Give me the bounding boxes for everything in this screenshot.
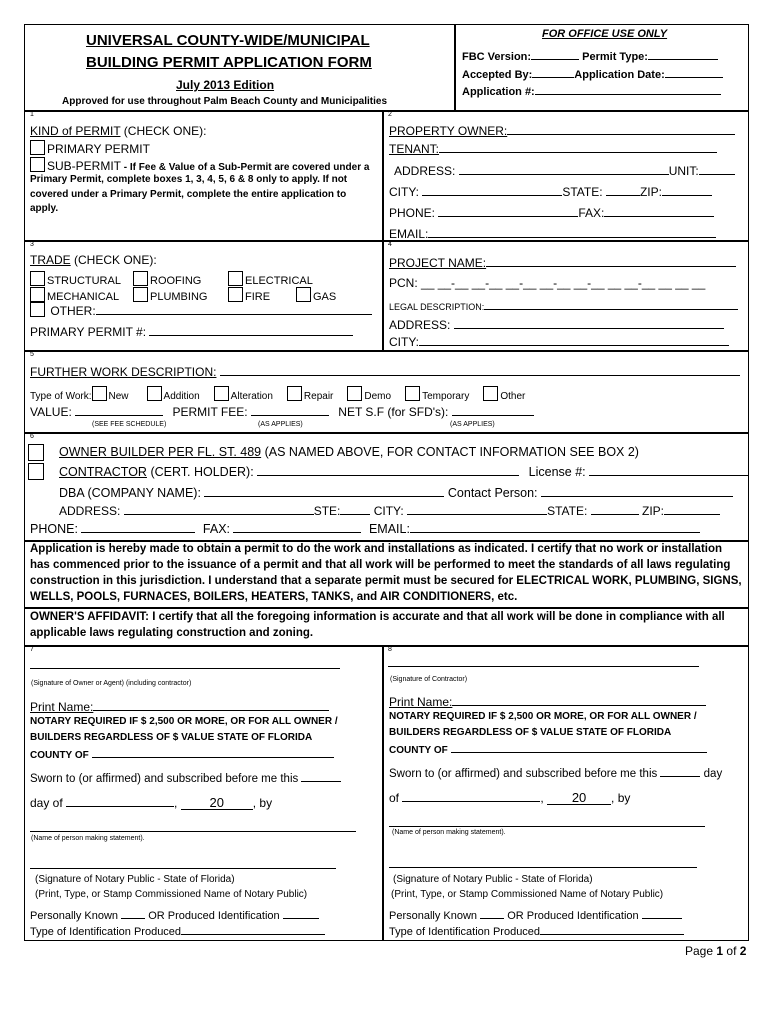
work-repair-checkbox[interactable] [287,386,302,401]
legal-description-label: LEGAL DESCRIPTION: [389,302,485,312]
contractor-known-row [389,908,682,922]
owner-fax-label: FAX: [578,206,605,220]
contractor-year-field[interactable] [547,790,611,805]
contractor-address-row [59,504,720,518]
legal-description-field[interactable] [484,299,738,310]
owner-builder-suffix: (AS NAMED ABOVE, FOR CONTACT INFORMATION SEE BOX 2) [261,445,639,459]
owner-notary-print-caption: (Print, Type, or Stamp Commissioned Name of Notary Public) [35,889,308,900]
owner-city-row [389,185,712,199]
owner-produced-field[interactable] [283,908,319,919]
contractor-ste-label: STE: [313,504,341,518]
permit-type-label: Permit Type: [582,51,648,63]
see-fee-schedule-note: (SEE FEE SCHEDULE) [92,421,167,428]
owner-print-name-label: Print Name: [30,700,94,714]
box1-number: 1 [30,111,34,118]
owner-year-field[interactable] [181,795,253,810]
project-name-label: PROJECT NAME: [389,256,487,270]
project-name-field[interactable] [486,256,736,267]
office-accepted-row [462,67,723,81]
contractor-sworn-day-field[interactable] [660,766,700,777]
contractor-print-name-row [389,695,706,709]
approved-note: Approved for use throughout Palm Beach County and Municipalities [62,96,388,107]
box3-number: 3 [30,241,34,248]
project-address-row [389,318,724,332]
contractor-county-label: COUNTY OF [389,745,448,756]
dba-label: DBA (COMPANY NAME): [59,486,201,500]
owner-produced-label: OR Produced Identification [148,910,280,922]
sub-permit-note: - If Fee & Value of a Sub-Permit are covered under a [121,162,370,173]
owner-county-label: COUNTY OF [30,750,89,761]
box2-number: 2 [388,111,392,118]
owner-type-id-row [30,924,325,938]
contractor-sworn-label: Sworn to (or affirmed) and subscribed before me this [389,768,658,780]
owner-day-of-row: day of , 20 , by [30,795,273,810]
owner-builder-checkbox[interactable] [28,444,44,463]
contractor-email-label: EMAIL: [368,522,410,536]
form-title-line1: UNIVERSAL COUNTY-WIDE/MUNICIPAL [86,32,370,49]
work-addition-checkbox[interactable] [147,386,162,401]
trade-electrical-option[interactable] [228,271,313,287]
contractor-known-field[interactable] [480,908,504,919]
contractor-state-field[interactable] [591,504,639,515]
form-edition: July 2013 Edition [176,78,275,92]
further-work-field[interactable] [220,365,740,376]
primary-permit-number-label: PRIMARY PERMIT #: [30,325,147,339]
trade-roofing-option[interactable] [133,271,201,287]
primary-permit-option[interactable] [30,140,150,156]
kind-of-permit-heading [30,124,206,138]
work-demo-checkbox[interactable] [347,386,362,401]
owner-builder-row [59,445,639,459]
other-trade-label: OTHER: [50,304,96,318]
fbc-version-label: FBC Version: [462,51,532,63]
owner-phone-row [389,206,714,220]
fbc-version-field[interactable] [531,49,579,60]
other-trade-checkbox[interactable] [30,302,45,317]
contact-person-label: Contact Person: [447,486,538,500]
project-city-label: CITY: [389,335,420,349]
project-name-row [389,256,736,270]
property-owner-field[interactable] [507,124,735,135]
trade-mechanical-option[interactable] [30,287,119,303]
owner-address-label: ADDRESS: [394,164,456,178]
contractor-statement-name-caption: (Name of person making statement). [392,829,506,836]
owner-type-id-field[interactable] [181,924,325,935]
trade-fire-option[interactable] [228,287,270,303]
owner-address-field[interactable] [459,164,669,175]
work-temporary-label: Temporary [422,391,470,402]
trade-structural-option[interactable] [30,271,121,287]
contractor-statement-name-line[interactable] [389,826,705,827]
owner-signature-caption: (Signature of Owner or Agent) (including contractor) [31,680,192,687]
contractor-day-label: day [703,768,723,780]
net-sf-field[interactable] [452,405,534,416]
owner-print-name-row [30,700,329,714]
box4-number: 4 [388,241,392,248]
owner-email-row [389,227,716,241]
affidavit-line2: applicable laws regulating construction and zoning. [30,627,314,639]
contractor-address-label: ADDRESS: [59,504,121,518]
page-current: 1 [716,944,724,958]
tenant-label: TENANT: [389,142,440,156]
application-date-label: Application Date: [574,69,665,81]
primary-permit-checkbox[interactable] [30,140,45,155]
contractor-county-row [389,742,707,756]
owner-notary-note1: NOTARY REQUIRED IF $ 2,500 OR MORE, OR FOR ALL OWNER / [30,716,338,727]
primary-permit-label: PRIMARY PERMIT [47,142,150,156]
owner-known-label: Personally Known [30,910,119,922]
contractor-row [59,465,749,479]
contact-person-field[interactable] [541,486,733,497]
owner-zip-label: ZIP: [639,185,662,199]
further-work-row [30,365,740,379]
legal-description-row [389,299,738,312]
owner-by-label: , by [252,796,273,810]
permit-fee-field[interactable] [251,405,329,416]
application-number-field[interactable] [535,84,721,95]
permit-fee-label: PERMIT FEE: [172,405,248,419]
work-repair-label: Repair [303,391,334,402]
contractor-city-field[interactable] [407,504,547,515]
owner-builder-label: OWNER BUILDER PER FL. ST. 489 [59,445,262,459]
contractor-print-name-label: Print Name: [389,695,453,709]
accepted-by-label: Accepted By: [462,69,533,81]
contractor-ste-field[interactable] [340,504,370,515]
owner-state-field[interactable] [606,185,640,196]
page-label: Page [685,944,714,958]
property-owner-label: PROPERTY OWNER: [389,124,508,138]
contractor-fax-field[interactable] [233,522,361,533]
contractor-type-id-label: Type of Identification Produced [389,926,541,938]
owner-phone-label: PHONE: [389,206,436,220]
roofing-label: ROOFING [150,275,202,287]
application-date-field[interactable] [665,67,723,78]
dba-field[interactable] [204,486,444,497]
work-alteration-label: Alteration [230,391,273,402]
contractor-notary-signature-caption: (Signature of Notary Public - State of Florida) [393,874,593,885]
contractor-phone-label: PHONE: [30,522,78,536]
owner-email-field[interactable] [428,227,716,238]
kind-of-permit-suffix: (CHECK ONE): [120,124,207,138]
box8-number: 8 [388,646,392,653]
sub-permit-option[interactable] [30,157,369,173]
contractor-address-field[interactable] [124,504,314,515]
accepted-by-field[interactable] [532,67,574,78]
value-field[interactable] [75,405,163,416]
owner-email-label: EMAIL: [389,227,429,241]
page-total: 2 [739,944,747,958]
electrical-checkbox[interactable] [228,271,243,286]
work-new-checkbox[interactable] [92,386,107,401]
license-field[interactable] [589,465,749,476]
owner-year-prefix: 20 [209,795,224,810]
pcn-label: PCN: [389,276,418,290]
pcn-row [389,276,705,290]
owner-day-of-field[interactable] [66,796,174,807]
structural-label: STRUCTURAL [47,275,121,287]
owner-signature-line[interactable] [30,668,340,669]
owner-sworn-day-field[interactable] [301,771,341,782]
work-demo-label: Demo [364,391,392,402]
owner-address-row [394,164,735,178]
contractor-zip-field[interactable] [664,504,720,515]
application-number-label: Application #: [462,86,535,98]
tenant-field[interactable] [439,142,717,153]
owner-known-row [30,908,319,922]
owner-county-field[interactable] [92,747,334,758]
contractor-known-label: Personally Known [389,910,478,922]
contractor-county-field[interactable] [451,742,707,753]
contractor-of-field[interactable] [402,791,540,802]
box6-number: 6 [30,433,34,440]
contractor-suffix: (CERT. HOLDER): [146,465,254,479]
owner-day-of-label: day of [30,796,63,810]
work-other-label: Other [500,391,526,402]
permit-type-field[interactable] [648,49,718,60]
contractor-notary-print-caption: (Print, Type, or Stamp Commissioned Name of Notary Public) [391,889,664,900]
mechanical-checkbox[interactable] [30,287,45,302]
owner-county-row [30,747,334,761]
contractor-label: CONTRACTOR [59,465,147,479]
sub-permit-note-line4: apply. [30,203,59,214]
form-title-line2: BUILDING PERMIT APPLICATION FORM [86,54,372,71]
owner-type-id-label: Type of Identification Produced [30,926,182,938]
project-address-field[interactable] [454,318,724,329]
owner-fax-field[interactable] [604,206,714,217]
contractor-of-row: of , 20 , by [389,790,631,805]
statement-line1: Application is hereby made to obtain a permit to do the work and installations as indicated. I certify that no work or installation [30,543,723,555]
contractor-notary-note2: BUILDERS REGARDLESS OF $ VALUE STATE OF FLORIDA [389,727,672,738]
owner-sworn-label: Sworn to (or affirmed) and subscribed before me this [30,773,299,785]
owner-notary-note2: BUILDERS REGARDLESS OF $ VALUE STATE OF FLORIDA [30,732,313,743]
owner-phone-field[interactable] [438,206,578,217]
contractor-email-field[interactable] [410,522,700,533]
owner-zip-field[interactable] [662,185,712,196]
owner-state-label: STATE: [562,185,603,199]
owner-known-field[interactable] [121,908,145,919]
value-fee-row [30,405,534,419]
owner-sworn-row [30,771,341,785]
property-owner-row [389,124,735,138]
trade-gas-option[interactable] [296,287,336,303]
work-alteration-checkbox[interactable] [214,386,229,401]
page-number [685,944,746,958]
owner-unit-field[interactable] [699,164,735,175]
dba-row [59,486,733,500]
tenant-row [389,142,717,156]
contractor-fax-label: FAX: [202,522,230,536]
trade-plumbing-option[interactable] [133,287,207,303]
trade-other-option[interactable] [30,302,372,318]
contractor-signature-line[interactable] [388,666,699,667]
gas-checkbox[interactable] [296,287,311,302]
contractor-produced-field[interactable] [642,908,682,919]
contractor-sworn-row [389,766,722,780]
sub-permit-checkbox[interactable] [30,157,45,172]
work-temporary-checkbox[interactable] [405,386,420,401]
other-trade-field[interactable] [96,304,372,315]
license-label: License #: [528,465,586,479]
fire-checkbox[interactable] [228,287,243,302]
contractor-phone-row [30,522,700,536]
sub-permit-note-line2: Primary Permit, complete boxes 1, 3, 4, 5, 6 & 8 only to apply. If not [30,174,348,185]
net-sf-label: NET S.F (for SFD's): [338,405,449,419]
mechanical-label: MECHANICAL [47,291,120,303]
owner-statement-name-line[interactable] [30,831,356,832]
contractor-year-prefix: 20 [571,790,587,805]
contractor-print-name-field[interactable] [452,695,706,706]
fire-label: FIRE [245,291,271,303]
contractor-type-id-field[interactable] [540,924,684,935]
net-sf-applies-note: (AS APPLIES) [450,421,495,428]
contractor-checkbox[interactable] [28,463,44,482]
contractor-produced-label: OR Produced Identification [507,910,639,922]
gas-label: GAS [313,291,337,303]
contractor-notary-note1: NOTARY REQUIRED IF $ 2,500 OR MORE, OR FOR ALL OWNER / [389,711,697,722]
trade-label: TRADE [30,253,71,267]
primary-permit-number-row [30,325,353,339]
work-addition-label: Addition [163,391,200,402]
project-address-label: ADDRESS: [389,318,451,332]
contractor-notary-signature-line[interactable] [389,867,697,868]
office-application-row [462,84,721,98]
plumbing-label: PLUMBING [150,291,208,303]
affidavit-line1: OWNER'S AFFIDAVIT: I certify that all the foregoing information is accurate and that all work will be done in compliance with all [30,611,725,623]
office-use-title: FOR OFFICE USE ONLY [542,28,668,40]
owner-city-field[interactable] [422,185,562,196]
contractor-signature-caption: (Signature of Contractor) [390,676,468,683]
roofing-checkbox[interactable] [133,271,148,286]
box7-number: 7 [30,646,34,653]
contractor-by-label: , by [611,791,631,805]
contractor-city-label: CITY: [373,504,404,518]
owner-print-name-field[interactable] [93,700,329,711]
kind-of-permit-label: KIND of PERMIT [30,124,121,138]
project-city-field[interactable] [419,335,729,346]
statement-line4: WELLS, POOLS, FURNACES, BOILERS, HEATERS, TANKS, and AIR CONDITIONERS, etc. [30,591,518,603]
contractor-field[interactable] [257,465,519,476]
contractor-type-id-row [389,924,684,938]
sub-permit-note-line3: covered under a Primary Permit, complete the entire application to [30,189,347,200]
statement-line2: has commenced prior to the issuance of a permit and that all work will be performed to meet the standards of all laws regulating [30,559,731,571]
plumbing-checkbox[interactable] [133,287,148,302]
sub-permit-label: SUB-PERMIT [47,159,122,173]
type-of-work-label: Type of Work: [30,391,92,402]
contractor-state-label: STATE: [547,504,588,518]
owner-city-label: CITY: [389,185,420,199]
contractor-phone-field[interactable] [81,522,195,533]
electrical-label: ELECTRICAL [245,275,313,287]
contractor-of-label: of [389,791,400,805]
box5-number: 5 [30,351,34,358]
owner-unit-label: UNIT: [668,164,699,178]
page-of-label: of [726,944,737,958]
work-other-checkbox[interactable] [483,386,498,401]
project-city-row [389,335,729,349]
work-new-label: New [108,391,129,402]
permit-fee-applies-note: (AS APPLIES) [258,421,303,428]
owner-statement-name-caption: (Name of person making statement). [31,835,145,842]
pcn-field[interactable]: __ __-__ __-__ __-__ __-__ __-__ __ __-__ __ __ __ [421,276,706,290]
owner-notary-signature-line[interactable] [30,868,336,869]
structural-checkbox[interactable] [30,271,45,286]
contractor-zip-label: ZIP: [642,504,665,518]
owner-notary-signature-caption: (Signature of Notary Public - State of Florida) [35,874,235,885]
type-of-work-row [30,386,525,402]
trade-heading [30,253,157,267]
primary-permit-number-field[interactable] [149,325,353,336]
office-fbc-row [462,49,718,63]
trade-suffix: (CHECK ONE): [70,253,157,267]
statement-line3: construction in this jurisdiction. I understand that a separate permit must be secured for ELECTRICAL WORK, PLUMBING, SIGNS, [30,575,742,587]
further-work-label: FURTHER WORK DESCRIPTION: [30,365,217,379]
value-label: VALUE: [30,405,72,419]
